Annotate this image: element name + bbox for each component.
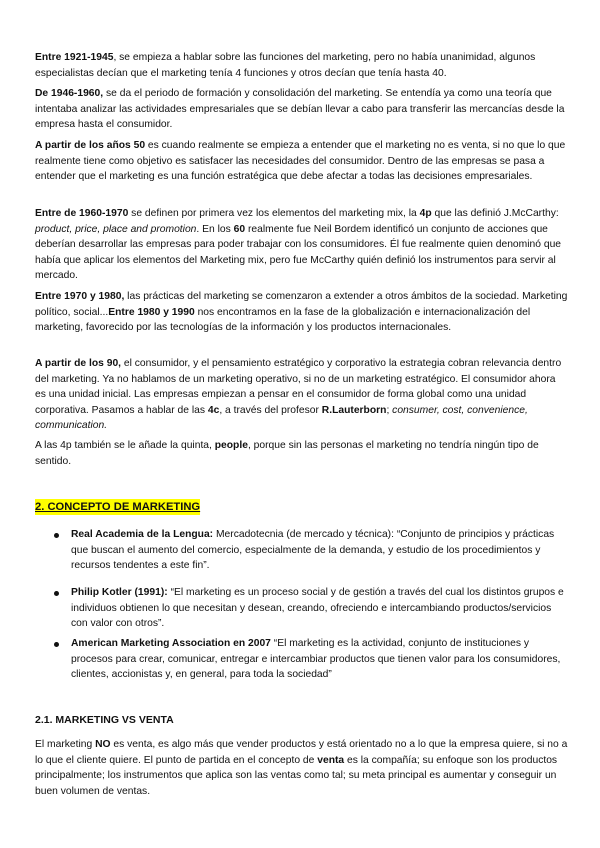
bullet-icon [54,591,59,596]
paragraph-text: nos encontramos en la fase de la globalización e internacionalización del marketing, favorecido por las tecnologías de la información y los productos internacionales. [35,306,531,334]
paragraph-text: , a través del profesor [219,404,322,416]
bold-term: Entre 1980 y 1990 [108,306,195,318]
paragraph-1970-1990 [35,289,569,336]
list-item [71,527,569,574]
paragraph-text: es cuando realmente se empieza a entender que el marketing no es venta, si no que lo que realmente tiene como objetivo es satisfacer las necesidades del consumidor. Dentro de las empresas se pasa a entender que el marketing es una función estratégica que debe afectar a todas las decisiones empresariales. [35,140,566,183]
paragraph-people [35,438,569,469]
definition-text: Mercadotecnia (de mercado y técnica): “Conjunto de principios y prácticas que buscan el aumento del comercio, especialmente de la demanda, y estudio de los procedimientos y recursos tendentes a este fin”. [71,529,555,572]
list-item [71,636,569,683]
paragraph-text: el consumidor, y el pensamiento estratégico y corporativo la estrategia cobran relevancia dentro del marketing. Ya no hablamos de un marketing operativo, si no de un marketing estratégico. El consumidor ahora es una unidad inicial. Las empresas empiezan a pensar en el consumidor de forma global como una unidad corporativa. Pasamos a hablar de las [35,358,562,416]
list-item [71,585,569,632]
paragraph-1946-1960 [35,86,569,133]
period-label: A partir de los 90, [35,358,122,369]
paragraph-anos-90 [35,356,569,434]
definition-text: “El marketing es la actividad, conjunto de instituciones y procesos para crear, comunicar, entregar e intercambiar productos que tienen valor para los consumidores, clientes, accionistas y, en general, para toda la sociedad” [71,638,561,681]
italic-term: consumer, cost, convenience, communication. [35,404,528,432]
definition-source: Real Academia de la Lengua: [71,529,214,540]
paragraph-text: que las definió J.McCarthy: [431,208,559,219]
period-label: A partir de los años 50 [35,140,146,151]
paragraph-anos-50 [35,138,569,185]
bold-term: R.Lauterborn [321,404,387,416]
bold-term: 60 [233,223,246,235]
bullet-icon [54,642,59,647]
paragraph-text: El marketing [35,739,96,750]
italic-term: product, price, place and promotion [35,223,197,235]
bold-term: 4p [419,208,432,219]
paragraph-text: A las 4p también se le añade la quinta, [35,440,215,451]
paragraph-text: es la compañía; su enfoque son los productos principalmente; los instrumentos que aplica son las ventas como tal; su meta principal es aumentar y conseguir un buen volumen de ventas. [35,754,558,797]
paragraph-1960-1970 [35,206,569,284]
section-heading-concepto: 2. CONCEPTO DE MARKETING [35,501,201,513]
period-label: Entre 1921-1945 [35,52,114,63]
paragraph-text: ; [386,404,393,416]
paragraph-text: es venta, es algo más que vender productos y está orientado no a lo que la empresa quiere, si no a lo que el cliente quiere. El punto de partida en el concepto de [35,739,568,766]
definition-text: “El marketing es un proceso social y de gestión a través del cual los distintos grupos e individuos obtienen lo que necesitan y desean, creando, ofreciendo e intercambiando productos/servicios con valor con otros”. [71,587,564,630]
bold-term: venta [317,754,345,766]
paragraph-text: realmente fue Neil Bordem identificó un conjunto de acciones que deberían desarrollar las empresas para poder trabajar con los consumidores. Él fue realmente quien denominó que había que aplicar los elementos del Marketing mix, pero fue McCarthy quién definió los instrumentos para servir al mercado. [35,223,562,282]
bold-term: people [214,440,248,451]
paragraph-text: las prácticas del marketing se comenzaron a extender a otros ámbitos de la sociedad. Marketing político, social... [35,291,568,318]
paragraph-text: se definen por primera vez los elementos del marketing mix, la [128,208,420,219]
subsection-heading-marketing-vs-venta: 2.1. MARKETING VS VENTA [35,714,174,726]
period-label: Entre de 1960-1970 [35,208,129,219]
paragraph-text: . En los [196,223,234,235]
bold-term: 4c [207,404,220,416]
bold-term: NO [95,739,111,750]
definition-source: Philip Kotler (1991): [71,587,168,598]
period-label: Entre 1970 y 1980, [35,291,125,302]
paragraph-text: , se empieza a hablar sobre las funciones del marketing, pero no había unanimidad, algunos especialistas decían que el marketing tenía 4 funciones y otros decían que tenía hasta 40. [35,52,536,79]
bullet-icon [54,533,59,538]
definition-source: American Marketing Association en 2007 [71,638,271,649]
paragraph-1921-1945 [35,50,569,81]
paragraph-text: se da el periodo de formación y consolidación del marketing. Se entendía ya como una teoría que intentaba analizar las actividades empresariales que se debían llevar a cabo para transferir las mercancías desde la empresa hasta el consumidor. [35,88,565,131]
paragraph-text: , porque sin las personas el marketing no tendría ningún tipo de sentido. [35,440,539,467]
period-label: De 1946-1960, [35,88,104,99]
paragraph-marketing-vs-venta [35,737,569,799]
